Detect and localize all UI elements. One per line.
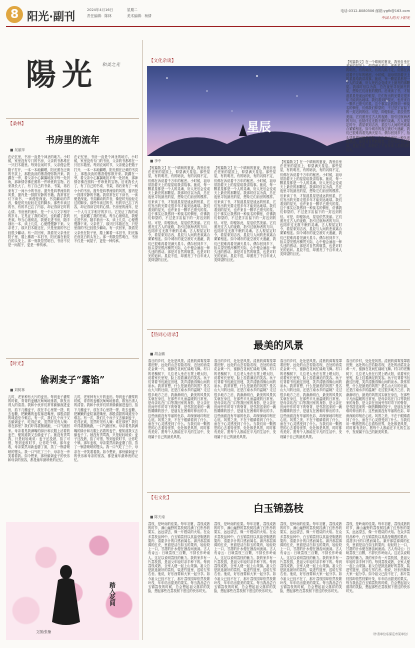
article-body: 【短篇散文】在一个晴朗的夏夜，我独自坐在老家的屋顶上，仰望满天星辰。那些星星，有的明亮，有的暗淡，有的闪烁不定，仿佛在诉说着千万年的秘密。小时候，祖母常指着天上的星星给我讲故事。她说，每一颗星星都是一个人的灵魂，好人死后会变成天上最亮的那颗星。我那时信以为真，总在夜里寻找最亮的星，想象它们前世的模样。后来读了书，才知道星星是遥远的恒星，它们发出的光要走很多年才能到达地球。我们看到的星光，也许来自一颗早已熄灭的星。这个事实让我感到一种莫名的惆怅，仿佛我们仰望的，不过是宇宙留下的一封迟到的信。可是，即便如此，星辰依然美丽。它们照亮过古人的夜路，指引过航海者的方向，也陪伴过无数不眠的灵魂。古人观星定时令，看星象知吉凶，星辰与人间的悲欢离合紧紧相连。如今城市的夜空被灯火遮蔽，我们已很难再看见满天星斗。偶尔回到乡下，抬头望见银河横贯天际，心中便会涌起一种久违的感动。那是对自然的敬畏，也是对时光的追问。星辰不语，却照亮了千百年来人类仰望的目光。 [148, 166, 210, 263]
article-tag: 【文化杂谈】 [149, 59, 176, 64]
illustration-flowers [6, 522, 139, 640]
divider [6, 118, 139, 119]
article-body-col2: 儿时，老家种有大片的麦田。每到麦子灌浆的时候，青青的麦穗沉甸甸地垂着，散发出诱人的清香。我和小伙伴们常常偷偷溜进麦田，掐下几穗麦子，放在手心里搓一搓，吹去麦糠，把嫩嫩的麦粒塞进嘴里，那股清甜的味道至今难忘。有一次，我们几个孩子又去偷剥麦子，吃得正欢，忽然听见有人喊：谁在那里？我们吓得拔腿就跑，一口气跑回家。母亲看见我满嘴的绿汁和衣服上沾着的麦芒，便知道我又去偷麦子了。她没有责骂我，只是轻轻地说：麦子还没熟，掐了可惜，等到麦收时节，让你吃个够。那年麦收，母亲果然用新麦磨了面，蒸了一锅香喷喷的馒头。我一口气吃了三个，母亲在一旁笑着看我。如今想来，那份偷剥麦子的快乐和母亲的宽容，都是童年最珍贵的记忆。 [74, 395, 138, 463]
page-number: 8 [10, 7, 19, 21]
article-body-col4: 荔枝，是岭南的佳果。每年初夏，荔枝成熟的时节，满山遍野的荔枝树挂满了红彤彤的果实，远远望去，像一片燃烧的火焰。在众多荔枝品种中，白玉锦荔枝以其晶莹剔透的果肉、清甜多汁的口感而闻名。剥开那层薄薄的红壳，里面是洁白如玉的果肉，轻轻咬上一口，甘甜的汁水便在唇齿间流淌。古人有诗云：日啖荔枝三百颗，不辞长作岭南人。这足以说明荔枝的魅力。我的家乡有一片荔枝园，是祖父年轻时亲手种下的。每到荔枝成熟，全家人便一起上山采摘。祖父总是挑选最好的荔枝，装进竹篮里，送给左邻右舍。他说，好东西要和大家一起分享。如今祖父已经不在了，那片荔枝园却依然枝繁叶茂，年年结出甜美的果实。每当我品尝白玉锦荔枝的时候，总会想起祖父慈祥的笑脸，想起那些在荔枝树下度过的快乐时光。 [346, 522, 410, 594]
article-body-col4: 春日的乡村，处处是风景。清晨的薄雾笼罩着田野，远处的山峦若隐若现，近处的油菜花金黄一片，蜜蜂在花间忙碌地飞舞。村口的老槐树下，几位老人坐在石凳上晒太阳，说着家长里短，脸上挂着满足的笑容。孩子们背着书包跑过田埂，笑声清脆得像山间的泉水。我常常想，什么是最美的风景？是名山大川的壮丽，还是江南水乡的温婉？走过很多地方之后，我渐渐明白，最美的风景其实就在身边，在那些平凡而温暖的日常里。是母亲站在门口等我回家的身影，是父亲在田间劳作时弯下的脊背，是邻居送来的一碗热腾腾的饺子，是朋友在困难时伸出的手。这些画面没有华丽的色彩，却深深地印刻在心底。风景之美，不在于眼睛看到了什么，而在于心灵感受到了什么。当我们用一颗感恩的心去看待世界，处处都是风景，时时都有美好。愿每个人都能在平凡的生活中，发现属于自己的最美风景。 [346, 359, 410, 435]
article-author: ■ 陈天南 [150, 515, 165, 519]
column-title-block [6, 40, 136, 110]
article-footnote: （作者单位系保定市某单位） [370, 632, 410, 636]
meta-art-editor: 美术编辑：杨倩 [127, 14, 152, 18]
article-author: ■ 刘树林 [10, 388, 25, 392]
divider [147, 329, 410, 330]
article-title: 星辰 [247, 120, 272, 134]
article-body-col3: 荔枝，是岭南的佳果。每年初夏，荔枝成熟的时节，满山遍野的荔枝树挂满了红彤彤的果实，远远望去，像一片燃烧的火焰。在众多荔枝品种中，白玉锦荔枝以其晶莹剔透的果肉、清甜多汁的口感而闻名。剥开那层薄薄的红壳，里面是洁白如玉的果肉，轻轻咬上一口，甘甜的汁水便在唇齿间流淌。古人有诗云：日啖荔枝三百颗，不辞长作岭南人。这足以说明荔枝的魅力。我的家乡有一片荔枝园，是祖父年轻时亲手种下的。每到荔枝成熟，全家人便一起上山采摘。祖父总是挑选最好的荔枝，装进竹篮里，送给左邻右舍。他说，好东西要和大家一起分享。如今祖父已经不在了，那片荔枝园却依然枝繁叶茂，年年结出甜美的果实。每当我品尝白玉锦荔枝的时候，总会想起祖父慈祥的笑脸，想起那些在荔枝树下度过的快乐时光。 [280, 522, 342, 594]
article-body: 儿时，老家种有大片的麦田。每到麦子灌浆的时候，青青的麦穗沉甸甸地垂着，散发出诱人的清香。我和小伙伴们常常偷偷溜进麦田，掐下几穗麦子，放在手心里搓一搓，吹去麦糠，把嫩嫩的麦粒塞进嘴里，那股清甜的味道至今难忘。有一次，我们几个孩子又去偷剥麦子，吃得正欢，忽然听见有人喊：谁在那里？我们吓得拔腿就跑，一口气跑回家。母亲看见我满嘴的绿汁和衣服上沾着的麦芒，便知道我又去偷麦子了。她没有责骂我，只是轻轻地说：麦子还没熟，掐了可惜，等到麦收时节，让你吃个够。那年麦收，母亲果然用新麦磨了面，蒸了一锅香喷喷的馒头。我一口气吃了三个，母亲在一旁笑着看我。如今想来，那份偷剥麦子的快乐和母亲的宽容，都是童年最珍贵的记忆。 [8, 395, 70, 463]
article-body-col2: 【短篇散文】在一个晴朗的夏夜，我独自坐在老家的屋顶上，仰望满天星辰。那些星星，有的明亮，有的暗淡，有的闪烁不定，仿佛在诉说着千万年的秘密。小时候，祖母常指着天上的星星给我讲故事。她说，每一颗星星都是一个人的灵魂，好人死后会变成天上最亮的那颗星。我那时信以为真，总在夜里寻找最亮的星，想象它们前世的模样。后来读了书，才知道星星是遥远的恒星，它们发出的光要走很多年才能到达地球。我们看到的星光，也许来自一颗早已熄灭的星。这个事实让我感到一种莫名的惆怅，仿佛我们仰望的，不过是宇宙留下的一封迟到的信。可是，即便如此，星辰依然美丽。它们照亮过古人的夜路，指引过航海者的方向，也陪伴过无数不眠的灵魂。古人观星定时令，看星象知吉凶，星辰与人间的悲欢离合紧紧相连。如今城市的夜空被灯火遮蔽，我们已很难再看见满天星斗。偶尔回到乡下，抬头望见银河横贯天际，心中便会涌起一种久违的感动。那是对自然的敬畏，也是对时光的追问。星辰不语，却照亮了千百年来人类仰望的目光。 [214, 166, 276, 263]
article-body-col4: 【短篇散文】在一个晴朗的夏夜，我独自坐在老家的屋顶上，仰望满天星辰。那些星星，有的明亮，有的暗淡，有的闪烁不定，仿佛在诉说着千万年的秘密。小时候，祖母常指着天上的星星给我讲故事。她说，每一颗星星都是一个人的灵魂，好人死后会变成天上最亮的那颗星。我那时信以为真，总在夜里寻找最亮的星，想象它们前世的模样。后来读了书，才知道星星是遥远的恒星，它们发出的光要走很多年才能到达地球。我们看到的星光，也许来自一颗早已熄灭的星。这个事实让我感到一种莫名的惆怅，仿佛我们仰望的，不过是宇宙留下的一封迟到的信。可是，即便如此，星辰依然美丽。它们照亮过古人的夜路，指引过航海者的方向，也陪伴过无数不眠的灵魂。古人观星定时令，看星象知吉凶，星辰与人间的悲欢离合紧紧相连。如今城市的夜空被灯火遮蔽，我们已很难再看见满天星斗。偶尔回到乡下，抬头望见银河横贯天际，心中便会涌起一种久违的感动。那是对自然的敬畏，也是对时光的追问。星辰不语，却照亮了千百年来人类仰望的目光。 [346, 60, 410, 153]
article-body-col2: 春日的乡村，处处是风景。清晨的薄雾笼罩着田野，远处的山峦若隐若现，近处的油菜花金黄一片，蜜蜂在花间忙碌地飞舞。村口的老槐树下，几位老人坐在石凳上晒太阳，说着家长里短，脸上挂着满足的笑容。孩子们背着书包跑过田埂，笑声清脆得像山间的泉水。我常常想，什么是最美的风景？是名山大川的壮丽，还是江南水乡的温婉？走过很多地方之后，我渐渐明白，最美的风景其实就在身边，在那些平凡而温暖的日常里。是母亲站在门口等我回家的身影，是父亲在田间劳作时弯下的脊背，是邻居送来的一碗热腾腾的饺子，是朋友在困难时伸出的手。这些画面没有华丽的色彩，却深深地印刻在心底。风景之美，不在于眼睛看到了什么，而在于心灵感受到了什么。当我们用一颗感恩的心去看待世界，处处都是风景，时时都有美好。愿每个人都能在平凡的生活中，发现属于自己的最美风景。 [214, 359, 276, 439]
article-body: 荔枝，是岭南的佳果。每年初夏，荔枝成熟的时节，满山遍野的荔枝树挂满了红彤彤的果实，远远望去，像一片燃烧的火焰。在众多荔枝品种中，白玉锦荔枝以其晶莹剔透的果肉、清甜多汁的口感而闻名。剥开那层薄薄的红壳，里面是洁白如玉的果肉，轻轻咬上一口，甘甜的汁水便在唇齿间流淌。古人有诗云：日啖荔枝三百颗，不辞长作岭南人。这足以说明荔枝的魅力。我的家乡有一片荔枝园，是祖父年轻时亲手种下的。每到荔枝成熟，全家人便一起上山采摘。祖父总是挑选最好的荔枝，装进竹篮里，送给左邻右舍。他说，好东西要和大家一起分享。如今祖父已经不在了，那片荔枝园却依然枝繁叶茂，年年结出甜美的果实。每当我品尝白玉锦荔枝的时候，总会想起祖父慈祥的笑脸，想起那些在荔枝树下度过的快乐时光。 [148, 522, 210, 594]
article-author: ■ 李中 [150, 159, 162, 163]
article-author: ■ 吴丽萍 [10, 148, 25, 152]
article-tag: 【桑林】 [8, 122, 26, 127]
contact-info: 电话:0312-8080506 邮箱:ygfk@163.com [340, 9, 410, 13]
figure-silhouette-icon [46, 562, 86, 632]
article-body-col3: 春日的乡村，处处是风景。清晨的薄雾笼罩着田野，远处的山峦若隐若现，近处的油菜花金黄一片，蜜蜂在花间忙碌地飞舞。村口的老槐树下，几位老人坐在石凳上晒太阳，说着家长里短，脸上挂着满足的笑容。孩子们背着书包跑过田埂，笑声清脆得像山间的泉水。我常常想，什么是最美的风景？是名山大川的壮丽，还是江南水乡的温婉？走过很多地方之后，我渐渐明白，最美的风景其实就在身边，在那些平凡而温暖的日常里。是母亲站在门口等我回家的身影，是父亲在田间劳作时弯下的脊背，是邻居送来的一碗热腾腾的饺子，是朋友在困难时伸出的手。这些画面没有华丽的色彩，却深深地印刻在心底。风景之美，不在于眼睛看到了什么，而在于心灵感受到了什么。当我们用一颗感恩的心去看待世界，处处都是风景，时时都有美好。愿每个人都能在平凡的生活中，发现属于自己的最美风景。 [280, 359, 342, 439]
article-body-col2: 荔枝，是岭南的佳果。每年初夏，荔枝成熟的时节，满山遍野的荔枝树挂满了红彤彤的果实，远远望去，像一片燃烧的火焰。在众多荔枝品种中，白玉锦荔枝以其晶莹剔透的果肉、清甜多汁的口感而闻名。剥开那层薄薄的红壳，里面是洁白如玉的果肉，轻轻咬上一口，甘甜的汁水便在唇齿间流淌。古人有诗云：日啖荔枝三百颗，不辞长作岭南人。这足以说明荔枝的魅力。我的家乡有一片荔枝园，是祖父年轻时亲手种下的。每到荔枝成熟，全家人便一起上山采摘。祖父总是挑选最好的荔枝，装进竹篮里，送给左邻右舍。他说，好东西要和大家一起分享。如今祖父已经不在了，那片荔枝园却依然枝繁叶茂，年年结出甜美的果实。每当我品尝白玉锦荔枝的时候，总会想起祖父慈祥的笑脸，想起那些在荔枝树下度过的快乐时光。 [214, 522, 276, 594]
meta-weekday: 星期二 [127, 8, 138, 12]
illustration-caption: 踏入花间 [108, 582, 115, 606]
column-divider [142, 40, 143, 640]
masthead [0, 0, 415, 44]
article-title: 书房里的流年 [45, 136, 100, 146]
article-body-col3: 【短篇散文】在一个晴朗的夏夜，我独自坐在老家的屋顶上，仰望满天星辰。那些星星，有的明亮，有的暗淡，有的闪烁不定，仿佛在诉说着千万年的秘密。小时候，祖母常指着天上的星星给我讲故事。她说，每一颗星星都是一个人的灵魂，好人死后会变成天上最亮的那颗星。我那时信以为真，总在夜里寻找最亮的星，想象它们前世的模样。后来读了书，才知道星星是遥远的恒星，它们发出的光要走很多年才能到达地球。我们看到的星光，也许来自一颗早已熄灭的星。这个事实让我感到一种莫名的惆怅，仿佛我们仰望的，不过是宇宙留下的一封迟到的信。可是，即便如此，星辰依然美丽。它们照亮过古人的夜路，指引过航海者的方向，也陪伴过无数不眠的灵魂。古人观星定时令，看星象知吉凶，星辰与人间的悲欢离合紧紧相连。如今城市的夜空被灯火遮蔽，我们已很难再看见满天星斗。偶尔回到乡下，抬头望见银河横贯天际，心中便会涌起一种久违的感动。那是对自然的敬畏，也是对时光的追问。星辰不语，却照亮了千百年来人类仰望的目光。 [280, 160, 342, 257]
article-body: 春日的乡村，处处是风景。清晨的薄雾笼罩着田野，远处的山峦若隐若现，近处的油菜花金黄一片，蜜蜂在花间忙碌地飞舞。村口的老槐树下，几位老人坐在石凳上晒太阳，说着家长里短，脸上挂着满足的笑容。孩子们背着书包跑过田埂，笑声清脆得像山间的泉水。我常常想，什么是最美的风景？是名山大川的壮丽，还是江南水乡的温婉？走过很多地方之后，我渐渐明白，最美的风景其实就在身边，在那些平凡而温暖的日常里。是母亲站在门口等我回家的身影，是父亲在田间劳作时弯下的脊背，是邻居送来的一碗热腾腾的饺子，是朋友在困难时伸出的手。这些画面没有华丽的色彩，却深深地印刻在心底。风景之美，不在于眼睛看到了什么，而在于心灵感受到了什么。当我们用一颗感恩的心去看待世界，处处都是风景，时时都有美好。愿每个人都能在平凡的生活中，发现属于自己的最美风景。 [148, 359, 210, 439]
meta-editor: 责任编辑：陈林 [87, 14, 112, 18]
article-tag: 【屯文化】 [149, 496, 172, 501]
column-title-sub: 和美之光 [102, 63, 120, 68]
divider [6, 358, 139, 359]
meta-date: 2024年4月16日 [87, 8, 114, 12]
article-author: ■ 胡金鹏 [150, 352, 165, 356]
article-title: 偷剥麦子“露馅” [40, 376, 105, 386]
article-body: 在记忆里，书房一直是个神圣的地方。小时候，家里没有专门的书房，父亲的书都堆在一只旧木箱里。每到农闲时节，父亲便会把箱子打开，一本一本地翻晒，阳光照在泛黄的书页上，那股淡淡的墨香便弥散开来。我蹲在一旁，看父亲小心翼翼地抚平每一处折角，那神情仿佛在照料一件珍贵的宝物。后来我长大了，有了自己的书桌、书架，再后来有了一间小小的书房。窗外是四季流转的风景，窗内是一排排安静的书籍。我常常在灯下读书，一读便是深夜。书页翻动的声音，像是时光轻轻走过的脚步。那些年读过的书，有的早已忘了内容，却记得读它时的心情。书房里的流年，是一个人与文字相守的岁月。它见证了我的成长，也收藏了我的悲欢。每当心绪烦乱，我便走进书房，随手抽出一本，读上几页，心便慢慢静下来。父亲老了，那只旧木箱还在，只是里面的书已经很少翻动。有一次回家，我看见父亲坐在院子里，膝上摊着一本旧书，阳光落在他花白的头发上。那一刻我忽然明白，书房不仅是一间屋子，更是一种传承。 [8, 155, 70, 248]
article-body-col2: 在记忆里，书房一直是个神圣的地方。小时候，家里没有专门的书房，父亲的书都堆在一只旧木箱里。每到农闲时节，父亲便会把箱子打开，一本一本地翻晒，阳光照在泛黄的书页上，那股淡淡的墨香便弥散开来。我蹲在一旁，看父亲小心翼翼地抚平每一处折角，那神情仿佛在照料一件珍贵的宝物。后来我长大了，有了自己的书桌、书架，再后来有了一间小小的书房。窗外是四季流转的风景，窗内是一排排安静的书籍。我常常在灯下读书，一读便是深夜。书页翻动的声音，像是时光轻轻走过的脚步。那些年读过的书，有的早已忘了内容，却记得读它时的心情。书房里的流年，是一个人与文字相守的岁月。它见证了我的成长，也收藏了我的悲欢。每当心绪烦乱，我便走进书房，随手抽出一本，读上几页，心便慢慢静下来。父亲老了，那只旧木箱还在，只是里面的书已经很少翻动。有一次回家，我看见父亲坐在院子里，膝上摊着一本旧书，阳光落在他花白的头发上。那一刻我忽然明白，书房不仅是一间屋子，更是一种传承。 [74, 155, 138, 244]
article-tag: 【热词心语录】 [149, 333, 181, 338]
section-title: 阳光·副刊 [27, 10, 76, 23]
article-tag: 【时光】 [8, 362, 26, 367]
column-title-main: 陽光 [26, 58, 98, 93]
illustration-credit: 文图/张楠 [36, 630, 52, 634]
brand-slogan: 中国人的天下阳光 [381, 16, 410, 20]
article-title: 白玉锦荔枝 [253, 504, 304, 515]
divider [147, 492, 410, 493]
masthead-rule [6, 26, 410, 27]
article-title: 最美的风景 [253, 341, 304, 352]
